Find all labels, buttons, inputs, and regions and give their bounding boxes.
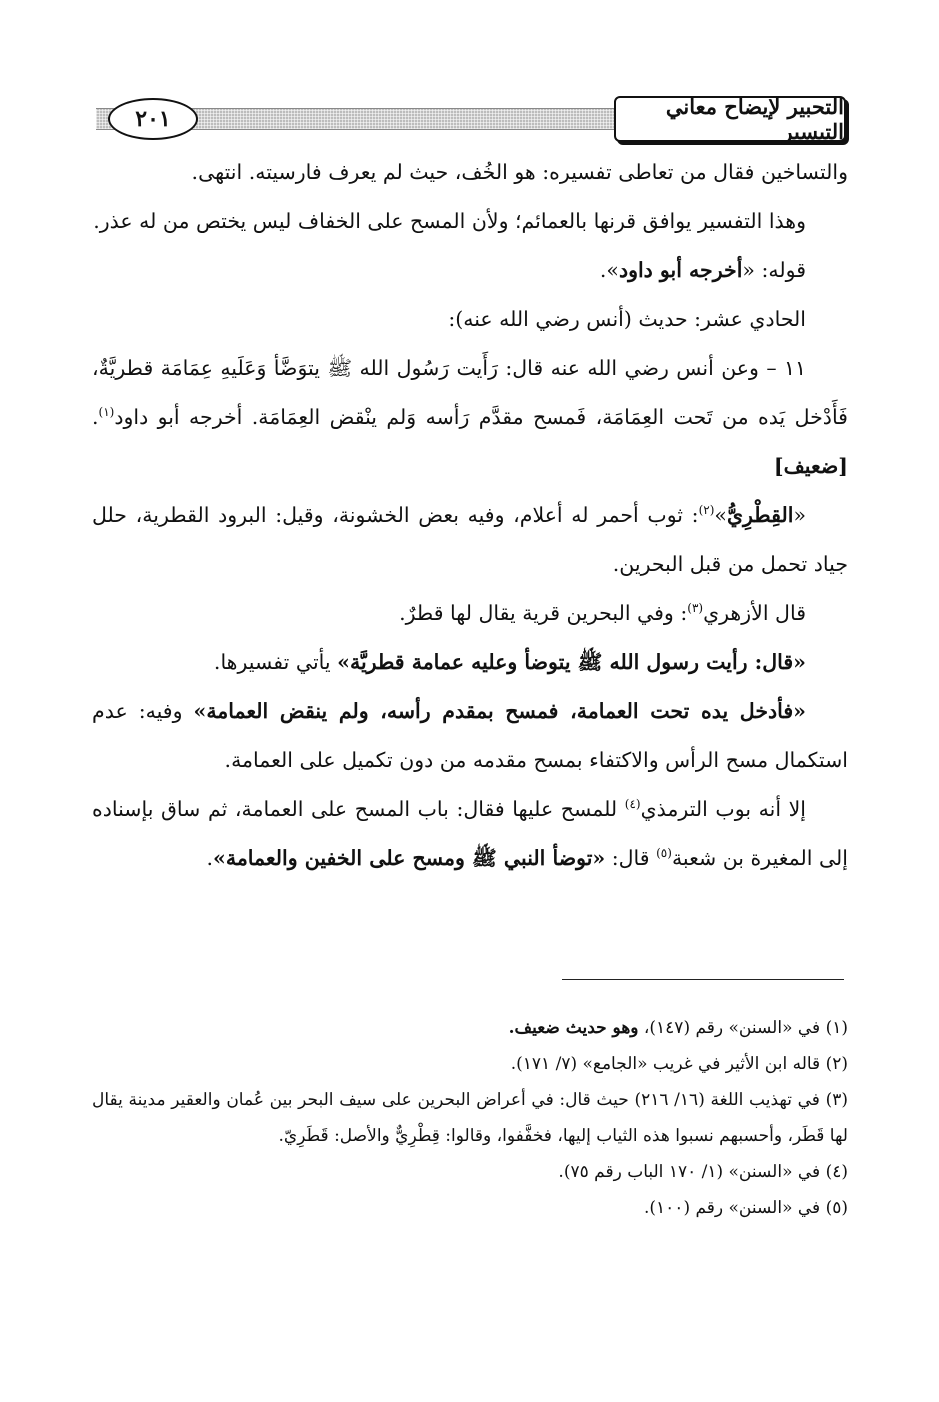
quoted-phrase: «فأدخل يده تحت العمامة، فمسح بمقدم رأسه، ولم ينقض العمامة» (193, 699, 806, 723)
text-span: » (714, 503, 727, 527)
footnotes (92, 1010, 848, 1226)
footnote-ref: (٤) (624, 797, 641, 812)
grade-label: [ضعيف] (773, 454, 848, 478)
main-text (92, 148, 848, 883)
text-span: إلا أنه بوب الترمذي (640, 797, 806, 821)
paragraph: والتساخين فقال من تعاطى تفسيره: هو الخُف، حيث لم يعرف فارسيته. انتهى. (191, 160, 848, 184)
page-number: ٢٠١ (108, 98, 198, 140)
footnote-ref: (٣) (687, 601, 704, 616)
text-span: (١) في «السنن» رقم (١٤٧)، (638, 1018, 848, 1038)
footnote-divider (562, 979, 844, 980)
text-span: ». (599, 258, 619, 282)
footnote-ref: (٥) (656, 846, 672, 861)
paragraph (92, 491, 848, 589)
text-span: قال الأزهري (703, 601, 806, 625)
paragraph (92, 246, 848, 295)
text-span: . (92, 405, 99, 429)
paragraph (92, 785, 848, 883)
text-span: . (206, 846, 214, 870)
text-span: : ثوب أحمر له أعلام، وفيه بعض الخشونة، وقيل: البرود القطرية، حلل جياد تحمل من قبل البحرين. (92, 503, 848, 576)
quoted-phrase: «توضأ النبي ﷺ ومسح على الخفين والعمامة» (213, 846, 606, 870)
text-span: : وفي البحرين قرية يقال لها قطرٌ. (399, 601, 688, 625)
paragraph (92, 638, 848, 687)
hadith-text: ١١ – وعن أنس رضي الله عنه قال: رَأَيت رَسُول الله ﷺ يتوَضَّأ وَعَلَيهِ عِمَامَة قطريَّةٌ، فَأَدْخل يَده من تَحت العِمَامَة، فَمسح مقدَّم رَأسه وَلم ينْقض العِمَامَة. أخرجه أبو داود (92, 356, 848, 429)
text-span: « (793, 503, 806, 527)
footnote: (٤) في «السنن» (١/ ١٧٠ الباب رقم ٧٥). (558, 1162, 848, 1182)
hadith-paragraph (92, 344, 848, 491)
text-span: وهو حديث ضعيف. (508, 1018, 639, 1038)
text-span: وفيه: عدم استكمال مسح الرأس والاكتفاء بمسح مقدمه من دون تكميل على العمامة. (92, 699, 848, 772)
footnote-ref: (٢) (698, 503, 715, 518)
footnote-ref: (١) (98, 405, 115, 420)
paragraph: وهذا التفسير يوافق قرنها بالعمائم؛ ولأن المسح على الخفاف ليس يختص من له عذر. (93, 209, 806, 233)
defined-term: القِطْرِيُّ (726, 503, 794, 527)
text-span: قال: (605, 846, 657, 870)
footnote: (٥) في «السنن» رقم (١٠٠). (643, 1198, 848, 1218)
quoted-phrase: «قال: رأيت رسول الله ﷺ يتوضأ وعليه عمامة قطريَّة» (337, 650, 806, 674)
footnote: (٢) قاله ابن الأثير في غريب «الجامع» (٧/ ١٧١). (510, 1054, 848, 1074)
text-span: يأتي تفسيرها. (213, 650, 338, 674)
quoted-phrase: أخرجه أبو داود (618, 258, 743, 282)
page-header (96, 96, 846, 142)
footnote: (٣) في تهذيب اللغة (١٦/ ٢١٦) حيث قال: في أعراض البحرين على سيف البحر بين عُمان والعقير مدينة يقال لها قَطَر، وأحسبهم نسبوا هذه الثياب إليها، فخفَّفوا، وقالوا: قِطْرِيٌّ والأصل: قَطَرِيّ. (92, 1090, 849, 1146)
paragraph (92, 687, 848, 785)
footnote (92, 1010, 848, 1046)
section-heading: الحادي عشر: حديث (أنس رضي الله عنه): (448, 307, 806, 331)
text-span: قوله: « (742, 258, 806, 282)
text-span: للمسح عليها فقال: باب المسح على العمامة، ثم ساق بإسناده إلى المغيرة بن شعبة (92, 797, 848, 870)
book-title: التحبير لإيضاح معاني التيسير (614, 96, 846, 142)
paragraph (92, 589, 848, 638)
